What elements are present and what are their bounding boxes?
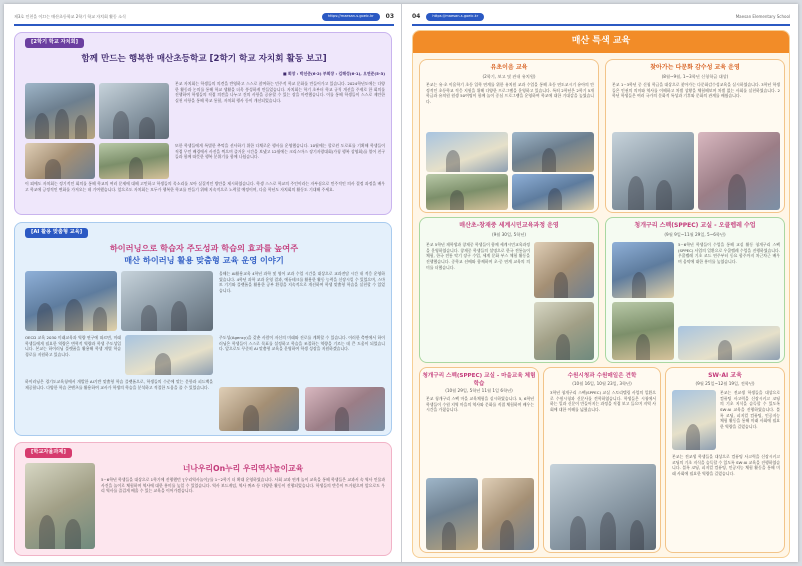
ai-photo-3 [125,335,213,375]
right-page-number: 04 [412,12,421,20]
ai-paragraph-3: 하이러닝은 경기도교육청에서 개발한 AI기반 맞춤형 학습 플랫폼으로, 학생들의 수준에 맞는 문항과 피드백을 제공합니다. 다양한 학습 콘텐츠를 활용하여 교사가 학생의 학습을 분석하고 적절한 도움을 줄 수 있었습니다. [25,379,213,390]
card-subtitle: (10월 29일, 5학년 11월 1일 6학년) [445,388,513,393]
ai-photo-1 [25,271,117,331]
ai-photo-5 [305,387,385,431]
card-text: 본교 1~3학년 중 신청 학급을 대상으로 찾아가는 다문화감수성교육을 실시하였습니다. 3학년 학생들은 인권의 의미와 역사를 이해하고 차별 상황을 체험해보며 차별 없는 사회를 실천하였습니다. 2학년 학생들은 여러 국가의 문화적 특성과 기후와 문화의 관계를 배웠습니다. [612,82,780,99]
card-title: 찾아가는 다문화 감수성 교육 운영 [650,64,740,71]
right-page [402,4,798,562]
council-paragraph-1: 본교 자치회는 학생들의 의견을 반영하고 스스로 참여하는 민주적 학교 문화를 만들어가고 있습니다. 2024학년도에는 다양한 활동과 논의를 통해 학교 생활을 더욱 풍성하게 만들었습니다. 자치회는 학기 초부터 학교 규칙 개선을 주제로 한 회의를 진행하여 학생들의 직접 의견을 나누고 건의 사항을 공유할 수 있는 장을 마련했습니다. 이를 통해 학생들이 스스로 제안한 실천 사항을 통해 학교 통합, 자치회 행사 등이 개선되었습니다. [175,81,385,103]
card-title: 청개구리 스펙(SPPEC) 교실 - 오클렙레 수업 [634,222,756,229]
card-photo-2 [534,302,594,360]
card-photo-2 [698,132,780,210]
card-photo-1 [426,478,478,550]
card-ukulele [605,217,785,363]
card-text: 5~6학년 학생들이 수업을 통해 교실 활동 청개구리 스펙(SPPEC) 사업의 일환으로 우쿨렐레 수업을 진행하였습니다. 우쿨렐레 기초 코드 연주부터 동요 합주까지 차근차근 배우며 음악에 대한 흥미를 높였습니다. [678,242,780,264]
card-subtitle: (9월 9일~11월 29일, 5~6학년) [664,232,726,237]
card-text: 본교는 전교생 학생들을 대상으로 컴퓨팅 사고력을 신장시키고 코딩의 기초 지식을 습득할 수 있도록 SW·AI 교육을 진행하였습니다. 블록 코딩, 피지컬 컴퓨팅, 인공지능 체험 활동을 통해 미래 사회에 필요한 역량을 길렀습니다. [672,454,780,476]
ai-tag: [AI 활용 맞춤형 교육] [25,228,88,238]
card-title: 유초이음 교육 [490,64,528,71]
card-multicultural [605,59,785,213]
ai-photo-4 [219,387,299,431]
card-subtitle: (10월 16일, 10월 23일, 3학년) [572,381,632,386]
council-photo-4 [99,143,169,179]
card-photo-1 [612,132,694,210]
card-photo-3 [678,326,780,360]
history-photo-1 [25,463,95,549]
left-page [4,4,401,562]
newsletter-spread [4,4,798,562]
site-url[interactable]: https://maesan-s.goeic.kr [322,13,380,20]
card-subtitle: (9월 25일~12월 19일, 전학년) [695,381,755,386]
council-paragraph-2: 또한 학생들에게 특별한 추억을 선사하기 위한 다채로운 행사를 운영했습니다. 10월에는 할로윈 도로표를 기획해 학생들이 직접 무언 배경에서 사진을 찍으며 즐거운 시간을 보냈고 12월에는 크리스마스 장기자랑대회(가칭 행복 상영회)를 열어 친구들과 함께 따뜻한 행복 분위기를 함께 나눴습니다. [175,143,385,160]
special-banner [413,31,789,53]
running-head-text: 제3호 인천을 이끄는 매산초등학교 2학기 학교 자치회 활동 소식 [14,14,126,20]
card-text: 3학년 청개구리 스펙(SPPEC) 교실 스토리텔링 사업의 일환으로 수원시청과 신문사를 견학하였습니다. 학생들은 시청에서 하는 일과 신문이 만들어지는 과정을 직접 보고 들으며 지역 사회에 대한 이해를 넓혔습니다. [550,390,656,412]
card-sw-ai [665,367,785,553]
card-photo-1 [550,464,656,550]
card-subtitle: (9월 30일, 5학년) [491,232,527,237]
council-section [14,32,392,215]
card-photo-2 [612,302,674,360]
history-paragraph: 5~6학년 학생들을 대상으로 1학기에 진행했던 '[우리역사놀이]'를 1~2학기 더 확대 운영하였습니다. 사회 교과 연계 놀이 교육을 통해 학생들은 교과서 속 역사 인물과 사건을 놀이로 체험하며 역사에 대한 흥미를 높일 수 있었습니다. 역사 보드게임, 역사 퀴즈 등 다양한 활동이 진행되었습니다. 학생들의 반응이 뜨거웠으며 앞으로도 우리 역사를 즐겁게 배울 수 있는 교육을 이어가겠습니다. [101,477,385,494]
council-photo-2 [99,83,169,139]
card-village-field-trip [419,367,539,553]
card-global-citizen [419,217,599,363]
right-header-rule [412,24,790,26]
page-number: 03 [385,12,394,20]
ai-paragraph-4: 주도성(Agency)을 갖춘 사람이 자신의 미래와 진로를 계획할 수 있습니다. 이러한 측면에서 하이러닝은 학생들이 스스로 목표를 설정하고 학습을 조절하는 역량을 기르는 데 큰 도움이 되었습니다. 앞으로도 꾸준히 AI 맞춤형 교육을 운영하여 학생 성장을 지원하겠습니다. [219,335,385,352]
ai-photo-2 [121,271,213,331]
card-yuchoieum [419,59,599,213]
history-tag: [학교자율과제] [25,448,72,458]
history-play-section [14,442,392,556]
card-subtitle: (8월~9월, 1~3학년 신청학급 대상) [661,74,729,79]
ai-paragraph-2: OECD 교육 2030 미래교육과 역량 연구에 따르면, 미래 학생들에게 필요한 역량은 변혁적 역량과 학생 주도성입니다. 본교는 하이러닝 플랫폼을 활용해 학생 개별 학습 경로를 지원하고 있습니다. [25,335,121,357]
card-photo-1 [612,242,674,298]
ai-title-2: 매산 하이러닝 활용 맞춤형 교육 운영 이야기 [124,255,284,265]
ai-title-1: 하이러닝으로 학습자 주도성과 학습의 효과를 높여주 [109,243,299,253]
council-photo-1 [25,83,95,139]
card-text: 본교 5학년 재학생과 창재중 학생들이 함께 세계시민교육과정을 운영하였습니다. 창재중 학생들의 설명으로 한국 전통놀이 체험, 한국 전통 악기 장구 수업, 세계 문화 부스 체험 활동을 진행했습니다. 중학교 선배와 함께하며 초·중 연계 교육의 의미를 더했습니다. [426,242,530,270]
card-title: 매산초-창재중 세계시민교육과정 운영 [459,222,559,229]
card-title: 수원시청과 수원매일은 견학 [567,373,637,379]
council-officers: ■ 회장 : 박선준(6-2) 부회장 : 김해성(6-1), 오연준(5-3) [282,71,385,76]
right-running-head [412,10,790,24]
card-title: 청개구리 스펙(SPPEC) 교실 - 마을교육 체험학습 [422,373,536,388]
running-head [14,10,394,24]
right-site-url[interactable]: https://maesan-s.goeic.kr [426,13,484,20]
card-photo-4 [512,174,594,210]
special-banner-title: 매산 특색 교육 [571,36,631,47]
card-photo-1 [534,242,594,298]
card-text: 본교 청개구리 스펙 마을 교육체험을 실시하였습니다. 5, 6학년 학생들이 수원 지역 마을의 역사와 문화를 직접 체험하며 배우는 시간을 가졌습니다. [426,396,534,413]
card-text: 본교는 유·초 이음학기 초등 입학 연계를 위한 유치원 교과 수업을 통해 초등 연도교시기 유아의 안정적인 초등학교 적응 지원을 위해 다양한 프로그램을 운영하고 있습니다. 특히 2학년은 2학기 5개 학급과 유치원 원생 50여명이 함께 놀이 중심 프로그램을 운영하여 학교에 대한 기대감을 높였습니다. [426,82,594,104]
council-photo-3 [25,143,95,179]
card-text-top: 본교는 전교생 학생들을 대상으로 컴퓨팅 사고력을 신장시키고 코딩의 기초 지식을 습득할 수 있도록 SW·AI 교육을 진행하였습니다. 블록 코딩, 피지컬 컴퓨팅, 인공지능 체험 활동을 통해 미래 사회에 필요한 역량을 길렀습니다. [720,390,780,429]
card-photo-1 [426,132,508,172]
special-education-section [412,30,790,558]
ai-paragraph-1: 올해는 AI활용교육 4학년 과학 및 영어 교과 수업 시간을 대상으로 교과전담 시간 내 적응 운영하였습니다. 4학년 과학 교과 운영 결과, 에듀테크를 활용한 활동 능력을 신장시킬 수 있었으며, 스마트 기기와 플랫폼을 활용한 공부 환경을 지속적으로 개선하여 학생 맞춤형 학습을 실천할 수 있었습니다. [219,271,385,293]
card-photo-2 [512,132,594,172]
ai-section [14,222,392,436]
header-rule [14,24,394,26]
history-title: 너나우리On누리 우리역사놀이교육 [182,464,304,473]
council-paragraph-3: 이 외에도 자치회는 정기적인 회의를 통해 학교의 여러 문제에 대해 고민하고 학생들의 목소리를 모아 실질적인 방안을 제시하였습니다. 학생 스스로 학교의 주인이라는 자부심으로 민주적인 의사 결정 과정을 배우고 학교에 긍정적인 변화를 가져오는 데 기여했습니다. 앞으로도 자치회는 모두가 행복한 학교를 만들기 위해 지속적으로 노력할 예정이며, 다음 학년도 자치회의 활동도 기대해 주세요. [25,181,385,192]
card-title: SW·AI 교육 [708,372,742,379]
card-photo-1 [672,390,716,450]
council-tag: [2학기 학교 자치회] [25,38,84,48]
card-city-hall-visit [543,367,661,553]
card-photo-3 [426,174,508,210]
council-title: 함께 만드는 행복한 매산초등학교 [2학기 학교 자치회 활동 보고] [81,54,327,64]
card-photo-2 [482,478,534,550]
school-name: Maesan Elementary School [735,14,790,20]
card-subtitle: (2학기, 보고 및 관내 유치원) [482,74,536,79]
